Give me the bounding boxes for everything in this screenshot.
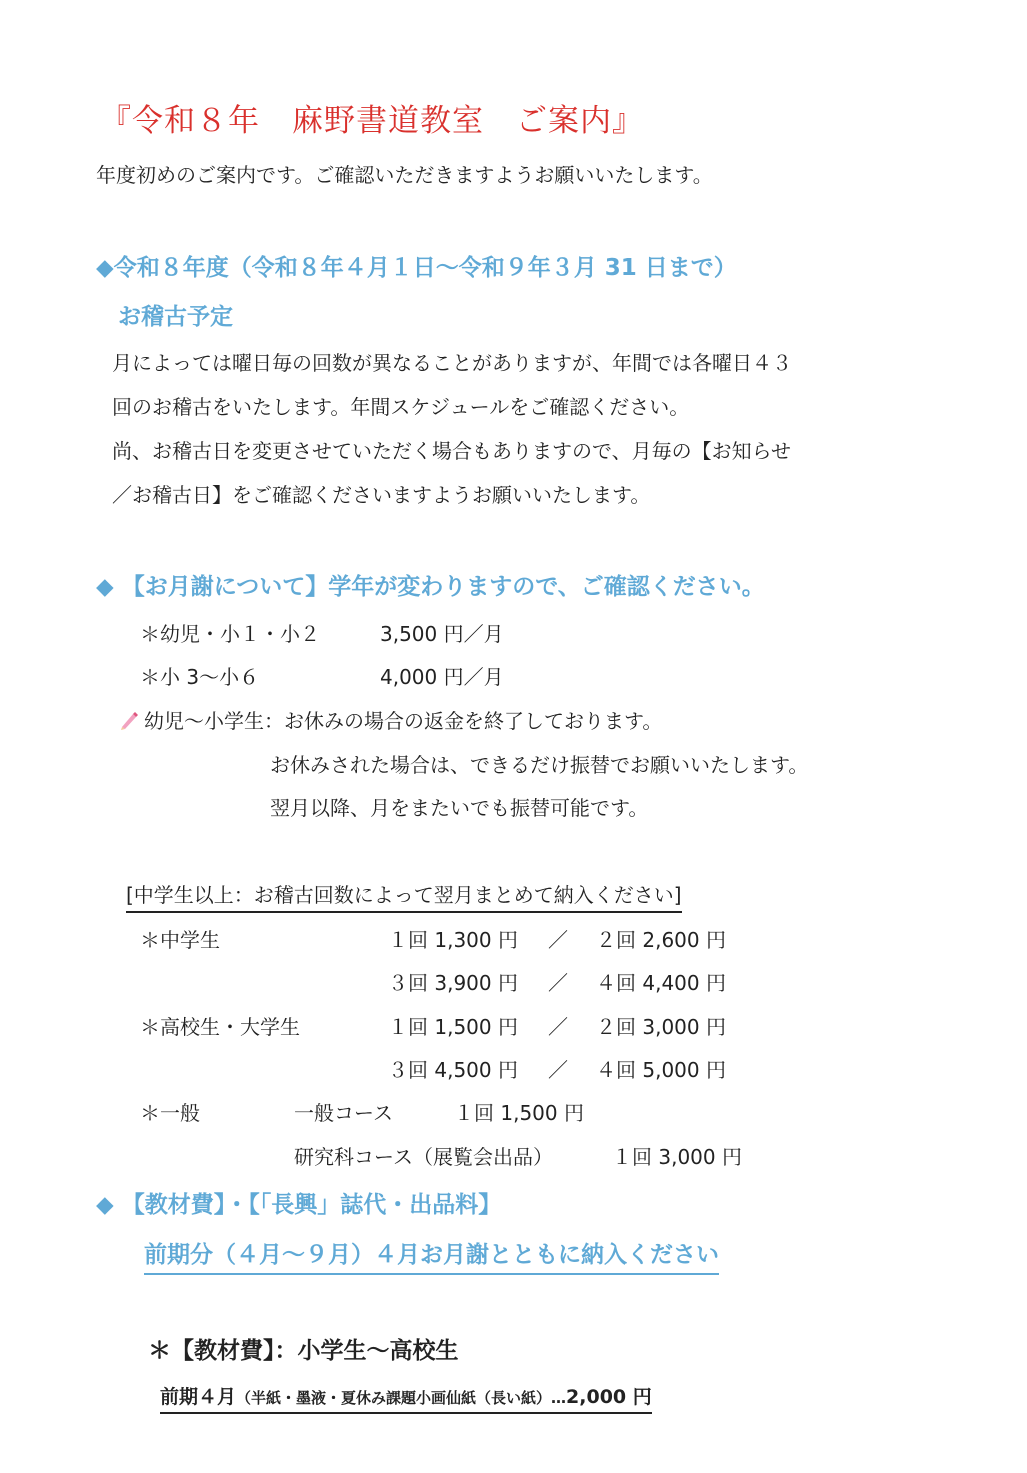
fees-heading <box>96 568 765 601</box>
fee-row-label: ＊幼児・小１・小２ <box>140 622 320 646</box>
fees-note-line2: お休みされた場合は、できるだけ振替でお願いいたします。 <box>270 753 809 777</box>
middle-price: ３回 3,900 円 <box>388 971 518 995</box>
general-label: ＊一般 <box>140 1101 200 1125</box>
price-slash: ／ <box>548 928 568 952</box>
middle-price: ４回 4,400 円 <box>596 971 726 995</box>
materials-item-line <box>160 1382 652 1414</box>
schedule-para1-line1: 月によっては曜日毎の回数が異なることがありますが、年間では各曜日４３ <box>112 351 792 375</box>
materials-heading-text: 【教材費】・【「長興」誌代・出品料】 <box>121 1192 502 1218</box>
materials-item-heading: ＊【教材費】：小学生～高校生 <box>148 1338 459 1364</box>
high-price: ３回 4,500 円 <box>388 1058 518 1082</box>
fee-row-price: 3,500 円／月 <box>380 622 504 646</box>
schedule-heading <box>96 249 737 282</box>
middle-label: ＊中学生 <box>140 928 220 952</box>
high-price: １回 1,500 円 <box>388 1015 518 1039</box>
general-course: 研究科コース（展覧会出品） <box>294 1145 553 1169</box>
fees-note-text: 幼児～小学生：お休みの場合の返金を終了しております。 <box>144 709 663 733</box>
intro-text: 年度初めのご案内です。ご確認いただきますようお願いいたします。 <box>96 163 713 187</box>
high-label: ＊高校生・大学生 <box>140 1015 300 1039</box>
diamond-icon: ◆ <box>96 574 114 600</box>
general-price: １回 1,500 円 <box>454 1101 584 1125</box>
materials-item-detail: （半紙・墨液・夏休み課題小画仙紙（長い紙）… <box>236 1389 567 1407</box>
schedule-para2-line1: 尚、お稽古日を変更させていただく場合もありますので、月毎の【お知らせ <box>112 439 791 463</box>
fee-row-label: ＊小 3～小６ <box>140 665 260 689</box>
middle-price: ２回 2,600 円 <box>596 928 726 952</box>
fee-row-price: 4,000 円／月 <box>380 665 504 689</box>
diamond-icon: ◆ <box>96 255 114 281</box>
diamond-icon: ◆ <box>96 1192 114 1218</box>
pencil-icon <box>118 709 140 731</box>
fees-note-line3: 翌月以降、月をまたいでも振替可能です。 <box>270 796 649 820</box>
price-slash: ／ <box>548 971 568 995</box>
materials-heading <box>96 1186 501 1219</box>
fees-heading-text: 【お月謝について】学年が変わりますので、ご確認ください。 <box>121 574 765 600</box>
schedule-para1-line2: 回のお稽古をいたします。年間スケジュールをご確認ください。 <box>112 395 690 419</box>
schedule-heading-line2: お稽古予定 <box>118 304 233 330</box>
materials-subheading: 前期分（４月～９月）４月お月謝とともに納入ください <box>144 1236 719 1275</box>
price-slash: ／ <box>548 1015 568 1039</box>
high-price: ４回 5,000 円 <box>596 1058 726 1082</box>
page-title: 『令和８年 麻野書道教室 ご案内』 <box>100 103 644 139</box>
upper-heading: [中学生以上：お稽古回数によって翌月まとめて納入ください] <box>126 879 682 913</box>
price-slash: ／ <box>548 1058 568 1082</box>
materials-item-term: 前期４月 <box>160 1386 237 1408</box>
middle-price: １回 1,300 円 <box>388 928 518 952</box>
fees-note-line1 <box>118 705 662 734</box>
high-price: ２回 3,000 円 <box>596 1015 726 1039</box>
materials-item-price: 2,000 円 <box>566 1386 652 1408</box>
schedule-para2-line2: ／お稽古日】をご確認くださいますようお願いいたします。 <box>112 483 651 507</box>
general-course: 一般コース <box>294 1101 393 1125</box>
general-price: １回 3,000 円 <box>612 1145 742 1169</box>
schedule-heading-line1: 令和８年度（令和８年４月１日～令和９年３月 31 日まで） <box>113 255 737 281</box>
